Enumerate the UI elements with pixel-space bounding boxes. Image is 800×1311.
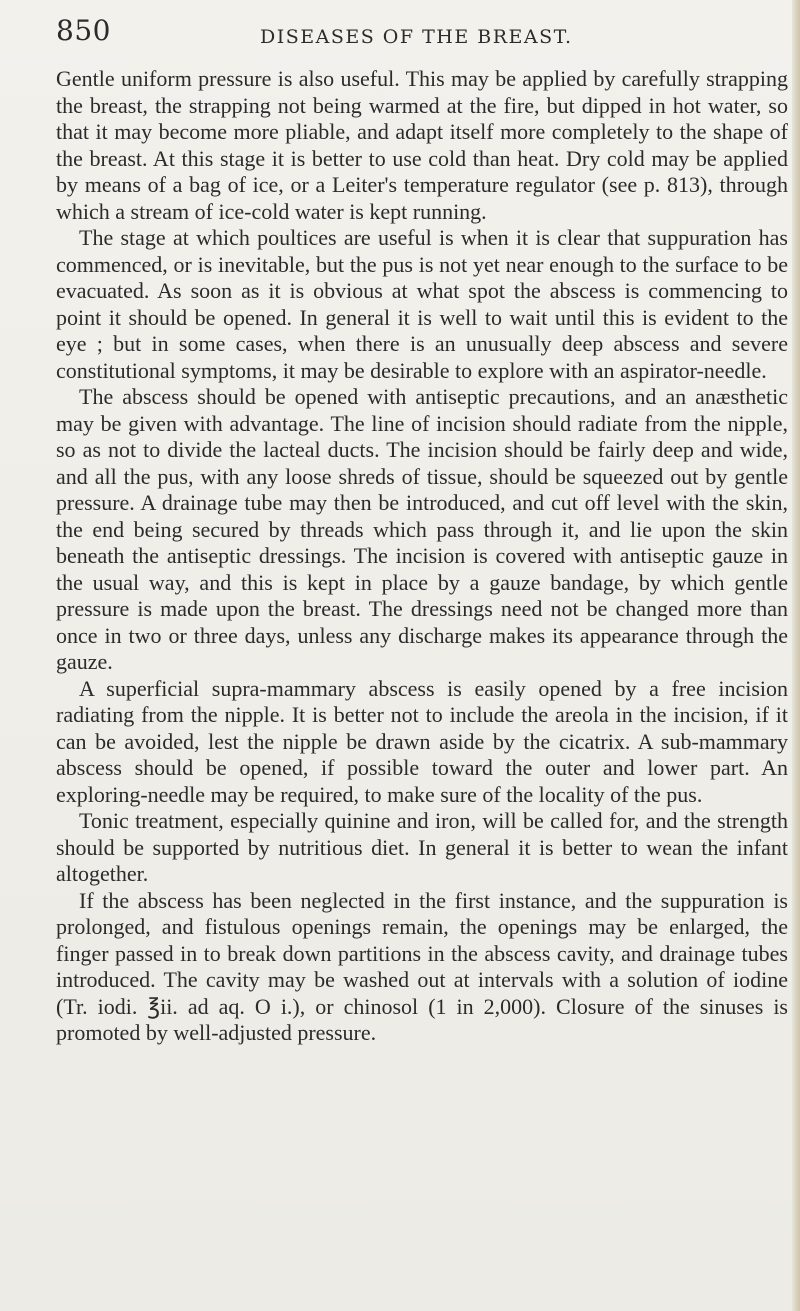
paragraph-poultices: The stage at which poultices are useful is when it is clear that suppuration has commenced, or is inevitable, but the pus is not yet near enough to the surface to be evacuated. As soon as it is obvious at what spot the abscess is commencing to point it should be opened. In general it is well to wait until this is evident to the eye ; but in some cases, when there is an unusually deep abscess and severe constitutional symptoms, it may be desirable to explore with an aspirator-needle. [56, 225, 788, 383]
paragraph-opening-abscess: The abscess should be opened with antiseptic precautions, and an anæsthetic may be given with advantage. The line of incision should radiate from the nipple, so as not to divide the lacteal ducts. The incision should be fairly deep and wide, and all the pus, with any loose shreds of tissue, should be squeezed out by gentle pressure. A drainage tube may then be introduced, and cut off level with the skin, the end being secured by threads which pass through it, and lie upon the skin beneath the antiseptic dressings. The incision is covered with antiseptic gauze in the usual way, and this is kept in place by a gauze bandage, by which gentle pressure is made upon the breast. The dressings need not be changed more than once in two or three days, unless any discharge makes its appearance through the gauze. [56, 384, 788, 674]
paragraph-tonic-treatment: Tonic treatment, especially quinine and iron, will be called for, and the strength should be supported by nutritious diet. In general it is better to wean the infant altogether. [56, 808, 788, 886]
running-title: DISEASES OF THE BREAST. [260, 26, 573, 48]
paragraph-neglected-abscess: If the abscess has been neglected in the first instance, and the suppuration is prolonged, and fistulous openings remain, the openings may be enlarged, the finger passed in to break down partitions in the abscess cavity, and drainage tubes introduced. The cavity may be washed out at intervals with a solution of iodine (Tr. iodi. ℥ii. ad aq. O i.), or chinosol (1 in 2,000). Closure of the sinuses is promoted by well-adjusted pressure. [56, 887, 788, 1045]
paragraph-superficial-abscess: A superficial supra-mammary abscess is easily opened by a free incision radiating from the nipple. It is better not to include the areola in the incision, if it can be avoided, lest the nipple be drawn aside by the cicatrix. A sub-mammary abscess should be opened, if possible toward the outer and lower part. An exploring-needle may be required, to make sure of the locality of the pus. [56, 675, 788, 807]
body-text [56, 66, 788, 1047]
paragraph-compression-treatment: Gentle uniform pressure is also useful. This may be applied by carefully strapping the breast, the strapping not being warmed at the fire, but dipped in hot water, so that it may become more pliable, and adapt itself more completely to the shape of the breast. At this stage it is better to use cold than heat. Dry cold may be applied by means of a bag of ice, or a Leiter's temperature regulator (see p. 813), through which a stream of ice-cold water is kept running. [56, 66, 788, 224]
page-edge [792, 0, 800, 1311]
page-number: 850 [56, 14, 111, 47]
